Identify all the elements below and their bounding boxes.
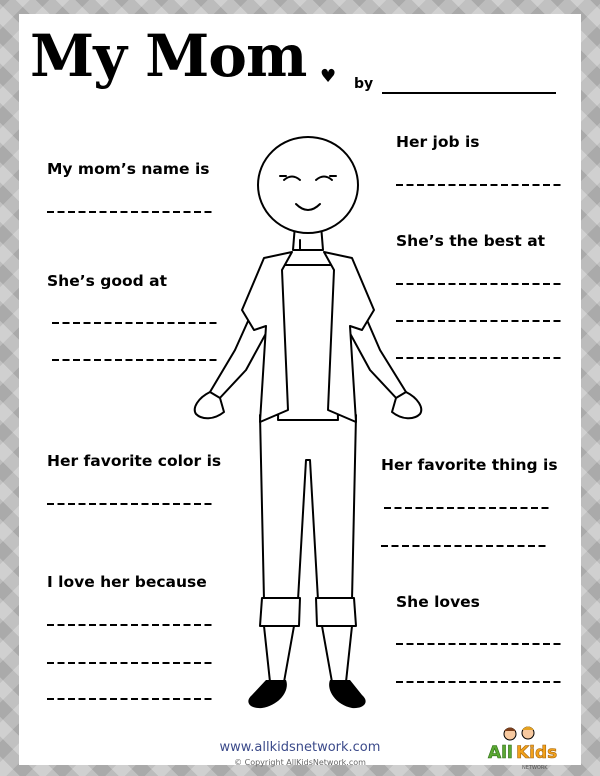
author-name-line[interactable] (382, 92, 556, 94)
svg-text:Kids: Kids (516, 743, 558, 763)
svg-text:NETWORK: NETWORK (522, 765, 548, 771)
prompt-favorite-color: Her favorite color is (47, 452, 222, 470)
prompt-job: Her job is (396, 133, 480, 151)
heart-icon: ♥ (320, 66, 337, 87)
prompt-best-at: She’s the best at (396, 232, 546, 250)
prompt-good-at: She’s good at (47, 272, 167, 290)
prompt-love-because: I love her because (47, 573, 207, 591)
page-title: My Mom (30, 22, 307, 90)
prompt-favorite-thing: Her favorite thing is (381, 456, 558, 474)
allkids-network-logo (484, 726, 558, 772)
svg-text:All: All (488, 743, 513, 763)
mom-figure-illustration (180, 130, 440, 730)
prompt-mom-name: My mom’s name is (47, 160, 210, 178)
copyright-notice: © Copyright AllKidsNetwork.com (234, 758, 366, 767)
prompt-she-loves: She loves (396, 593, 480, 611)
website-link[interactable]: www.allkidsnetwork.com (219, 740, 381, 755)
by-label: by (354, 76, 374, 92)
